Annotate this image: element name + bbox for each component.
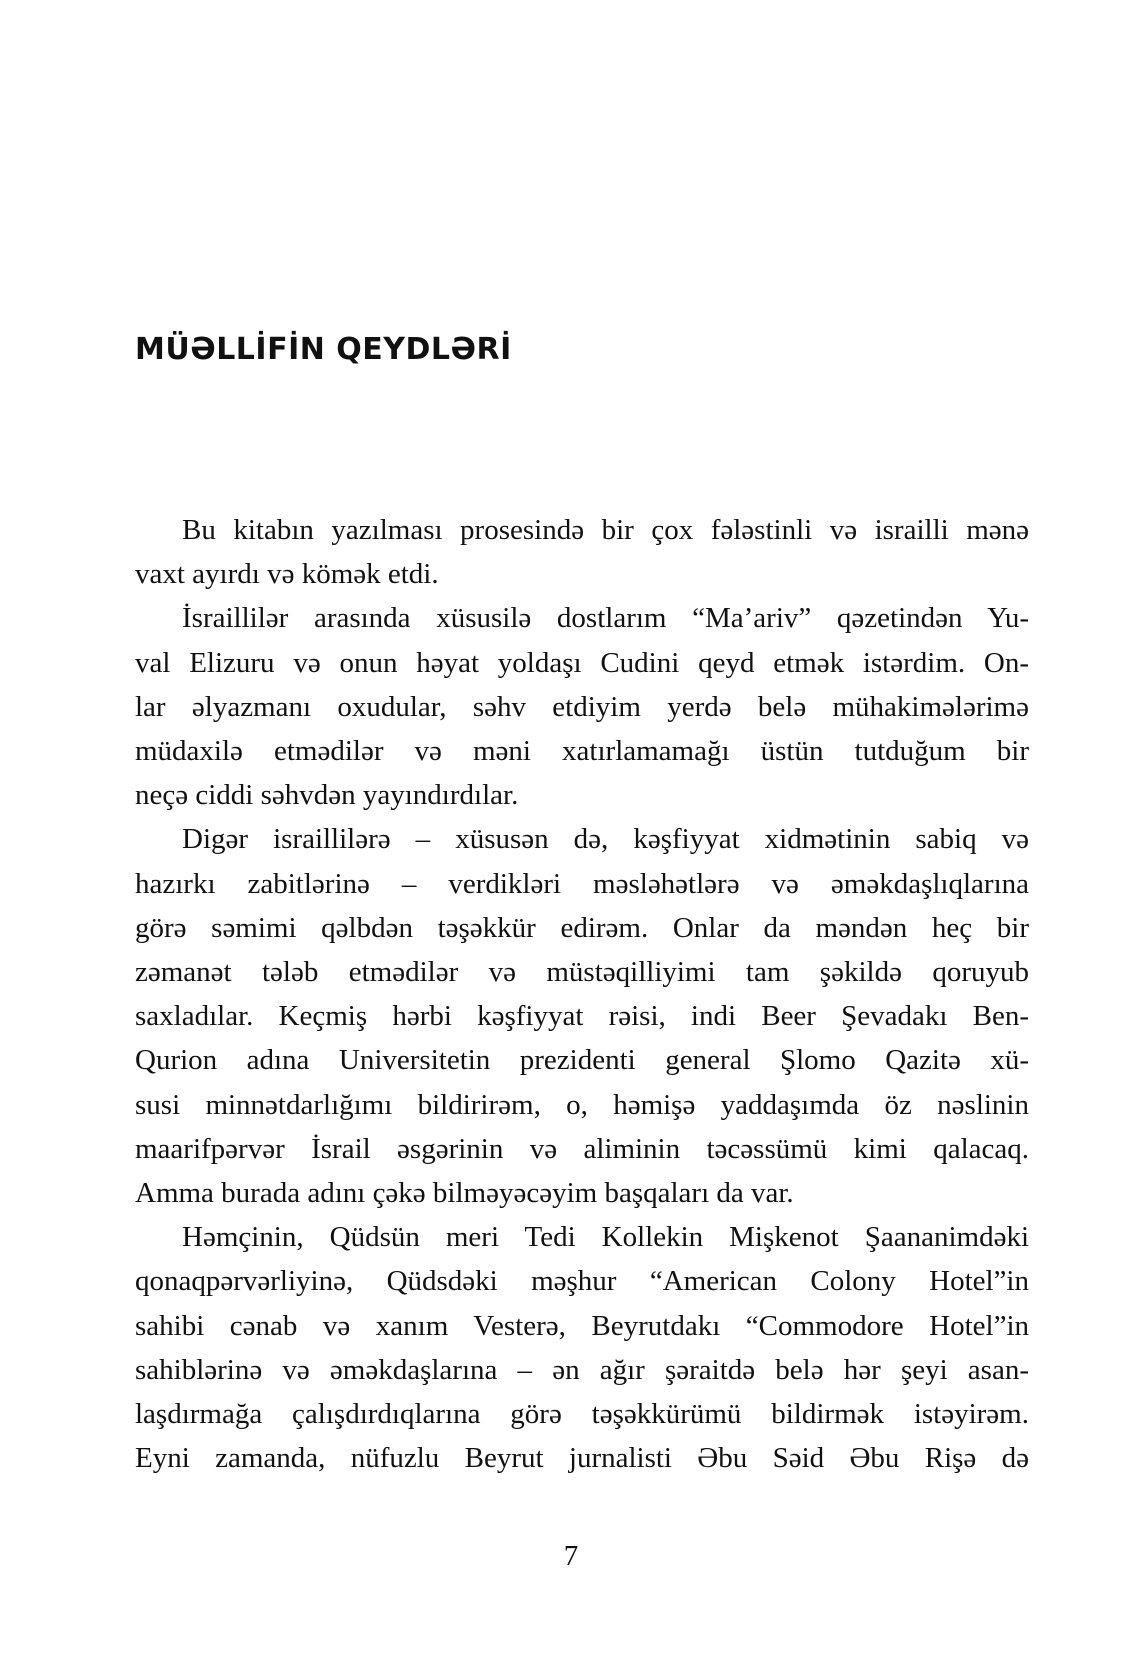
text-line: laşdırmağa çalışdırdıqlarına görə təşəkkürümü bildirmək istəyirəm. bbox=[135, 1398, 1029, 1431]
body-text bbox=[135, 508, 1029, 1480]
text-line: Həmçinin, Qüdsün meri Tedi Kollekin Mişkenot Şaananimdəki bbox=[182, 1221, 1029, 1254]
page-number: 7 bbox=[563, 1540, 579, 1572]
text-line: sahibi cənab və xanım Vesterə, Beyrutdakı “Commodore Hotel”in bbox=[135, 1309, 1029, 1342]
paragraph bbox=[135, 817, 1029, 1215]
text-line: qonaqpərvərliyinə, Qüdsdəki məşhur “American Colony Hotel”in bbox=[135, 1265, 1029, 1298]
text-line: Bu kitabın yazılması prosesində bir çox fələstinli və israilli mənə bbox=[182, 514, 1029, 546]
text-line: saxladılar. Keçmiş hərbi kəşfiyyat rəisi, indi Beer Şevadakı Ben- bbox=[135, 1000, 1029, 1033]
text-line: müdaxilə etmədilər və məni xatırlamamağı üstün tutduğum bir bbox=[135, 735, 1029, 768]
text-line: zəmanət tələb etmədilər və müstəqilliyimi tam şəkildə qoruyub bbox=[135, 956, 1029, 989]
paragraph bbox=[135, 596, 1029, 817]
text-line: susi minnətdarlığımı bildirirəm, o, həmişə yaddaşımda öz nəslinin bbox=[135, 1088, 1029, 1121]
text-line: neçə ciddi səhvdən yayındırdılar. bbox=[135, 779, 519, 812]
text-line: hazırkı zabitlərinə – verdikləri məsləhətlərə və əməkdaşlıqlarına bbox=[135, 867, 1029, 900]
text-line: görə səmimi qəlbdən təşəkkür edirəm. Onlar da məndən heç bir bbox=[135, 911, 1029, 944]
text-line: Digər israillilərə – xüsusən də, kəşfiyyat xidmətinin sabiq və bbox=[182, 823, 1029, 856]
text-line: Qurion adına Universitetin prezidenti general Şlomo Qazitə xü- bbox=[135, 1044, 1029, 1077]
text-line: maarifpərvər İsrail əsgərinin və aliminin təcəssümü kimi qalacaq. bbox=[135, 1132, 1029, 1165]
text-line: Eyni zamanda, nüfuzlu Beyrut jurnalisti Əbu Səid Əbu Rişə də bbox=[135, 1442, 1029, 1475]
paragraph bbox=[135, 1215, 1029, 1480]
text-line: val Elizuru və onun həyat yoldaşı Cudini qeyd etmək istərdim. On- bbox=[135, 646, 1029, 679]
text-line: sahiblərinə və əməkdaşlarına – ən ağır şəraitdə belə hər şeyi asan- bbox=[135, 1353, 1029, 1386]
text-line: lar əlyazmanı oxudular, səhv etdiyim yerdə belə mühakimələrimə bbox=[135, 690, 1029, 723]
text-line: Amma burada adını çəkə bilməyəcəyim başqaları da var. bbox=[135, 1177, 794, 1210]
text-line: İsraillilər arasında xüsusilə dostlarım “Ma’ariv” qəzetindən Yu- bbox=[182, 602, 1029, 635]
paragraph bbox=[135, 508, 1029, 596]
chapter-heading: MÜƏLLİFİN QEYDLƏRİ bbox=[135, 332, 512, 367]
text-line: vaxt ayırdı və kömək etdi. bbox=[135, 558, 439, 591]
